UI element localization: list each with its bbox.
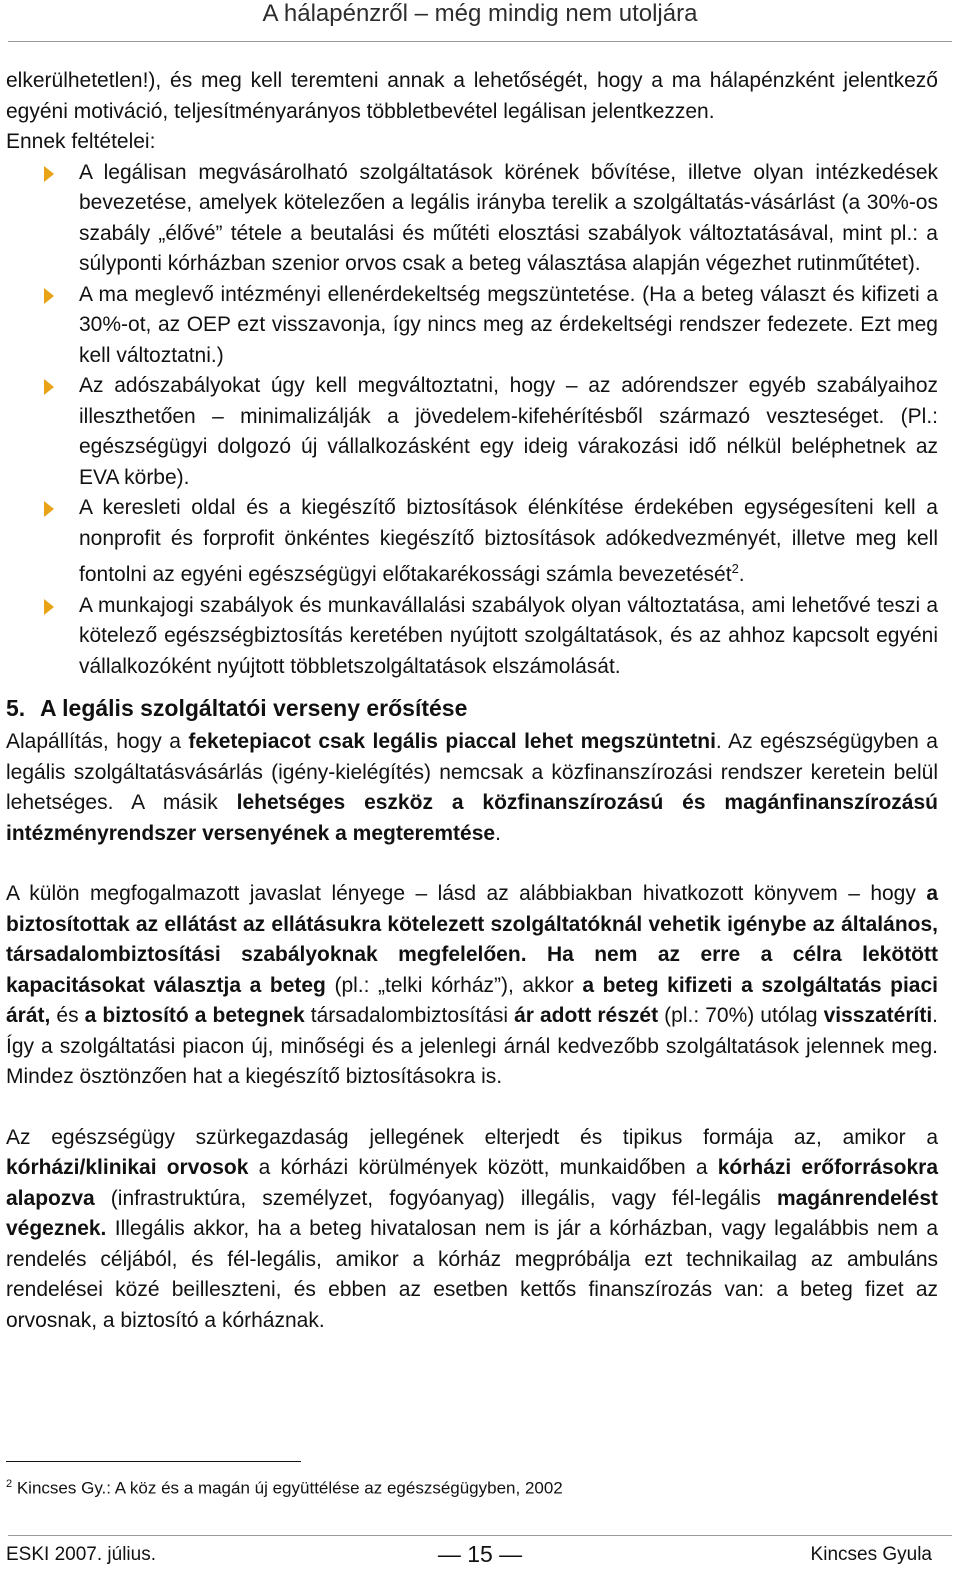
list-item	[6, 158, 938, 280]
list-item-text: A keresleti oldal és a kiegészítő biztosítások élénkítése érdekében egységesíteni kell a nonprofit és forprofit önkéntes kiegészítő biztosítások adókedvezményét, illetve meg kell fontolni az egyéni egészségügyi előtakarékossági számla bevezetését	[79, 496, 938, 586]
conditions-list	[6, 158, 938, 683]
paragraph-grey-economy: Az egészségügy szürkegazdaság jellegének elterjedt és tipikus formája az, amikor a kórházi/klinikai orvosok a kórházi körülmények között, munkaidőben a kórházi erőforrásokra alapozva (infrastruktúra, személyzet, fogyóanyag) illegális, vagy fél-legális magánrendelést végeznek. Illegális akkor, ha a beteg hivatalosan nem is jár a kórházban, vagy legalábbis nem a rendelés céljából, és fél-legális, amikor a kórház megpróbálja ezt technikailag az ambuláns rendelései közé beilleszteni, és ebben az esetben kettős finanszírozás van: a beteg fizet az orvosnak, a biztosító a kórháznak.	[6, 1125, 938, 1332]
triangle-bullet-icon	[44, 166, 54, 182]
paragraph-proposal: A külön megfogalmazott javaslat lényege – lásd az alábbiakban hivatkozott könyvem – hogy a biztosítottak az ellátást az ellátásukra kötelezett szolgáltatóknál vehetik igénybe az általános, társadalombiztosítási szabályoknak megfelelően. Ha nem az erre a célra lekötött kapacitásokat választja a beteg (pl.: „telki kórház”), akkor a beteg kifizeti a szolgáltatás piaci árát, és a biztosító a betegnek társadalombiztosítási ár adott részét (pl.: 70%) utólag visszatéríti. Így a szolgáltatási piacon új, minőségi és a jelenlegi árnál kedvezőbb szolgáltatások jelennek meg. Mindez ösztönzően hat a kiegészítő biztosításokra is.	[6, 882, 938, 1088]
footer-divider	[8, 1535, 952, 1536]
page-header	[0, 0, 960, 40]
triangle-bullet-icon	[44, 501, 54, 517]
paragraph-spacer	[6, 1093, 938, 1123]
footnote	[6, 1473, 563, 1500]
section-title: A legális szolgáltatói verseny erősítése	[40, 695, 468, 721]
conditions-label: Ennek feltételei:	[6, 130, 156, 153]
list-item-text: A ma meglevő intézményi ellenérdekeltség megszüntetése. (Ha a beteg választ és kifizeti a 30%-ot, az OEP ezt visszavonja, így nincs meg az érdekeltségi rendszer fedezete. Ezt meg kell változtatni.)	[79, 282, 938, 367]
list-item	[6, 591, 938, 683]
footnote-reference: 2	[731, 561, 739, 576]
section-number: 5.	[6, 695, 26, 721]
page-content	[6, 66, 938, 1336]
triangle-bullet-icon	[44, 288, 54, 304]
paragraph-spacer	[6, 849, 938, 879]
triangle-bullet-icon	[44, 379, 54, 395]
list-item	[6, 371, 938, 493]
footnote-divider	[6, 1461, 301, 1462]
list-item-text: Az adószabályokat úgy kell megváltoztatni, hogy – az adórendszer egyéb szabályaihoz illeszthetően – minimalizálják a jövedelem-kifehérítésből származó veszteséget. (Pl.: egészségügyi dolgozó új vállalkozásként egy ideig várakozási idő nélkül beléphetnek az EVA körbe).	[79, 374, 938, 489]
footer-publisher-date: ESKI 2007. július.	[6, 1544, 156, 1565]
section-heading	[6, 693, 938, 723]
header-divider	[8, 41, 952, 42]
list-item	[6, 280, 938, 372]
footer-author: Kincses Gyula	[810, 1544, 932, 1565]
triangle-bullet-icon	[44, 599, 54, 615]
paragraph-competition: Alapállítás, hogy a feketepiacot csak legális piaccal lehet megszüntetni. Az egészségügyben a legális szolgáltatásvásárlás (igény-kielégítés) nemcsak a közfinanszírozási rendszer keretein belül lehetséges. A másik lehetséges eszköz a közfinanszírozású és magánfinanszírozású intézményrendszer versenyének a megteremtése.	[6, 730, 938, 845]
page-footer	[0, 1541, 960, 1571]
running-title: A hálapénzről – még mindig nem utoljára	[262, 0, 698, 27]
list-item-text: A munkajogi szabályok és munkavállalási szabályok olyan változtatása, ami lehetővé teszi a kötelező egészségbiztosítás keretében nyújtott szolgáltatások, és az ahhoz kapcsolt egyéni vállalkozóként nyújtott többletszolgáltatások elszámolását.	[79, 593, 938, 678]
page-number: — 15 —	[437, 1541, 523, 1567]
intro-paragraph: elkerülhetetlen!), és meg kell teremteni annak a lehetőségét, hogy a ma hálapénzként jelentkező egyéni motiváció, teljesítményarányos többletbevétel legálisan jelentkezzen.	[6, 69, 938, 123]
footnote-mark: 2	[6, 1478, 13, 1490]
list-item: A keresleti oldal és a kiegészítő biztosítások élénkítése érdekében egységesíteni kell a nonprofit és forprofit önkéntes kiegészítő biztosítások adókedvezményét, illetve meg kell fontolni az egyéni egészségügyi előtakarékossági számla bevezetését$^2$.	[6, 493, 938, 591]
footnote-text: Kincses Gy.: A köz és a magán új együttélése az egészségügyben, 2002	[12, 1478, 563, 1498]
list-item-text: A legálisan megvásárolható szolgáltatások körének bővítése, illetve olyan intézkedések bevezetése, amelyek kötelezően a legális irányba terelik a szolgáltatás-vásárlást (a 30%-os szabály „élővé” tétele a beutalási és műtéti elosztási szabályok változtatásával, mint pl.: a súlyponti kórházban szenior orvos csak a beteg választása alapján végezhet rutinműtétet).	[79, 160, 938, 275]
